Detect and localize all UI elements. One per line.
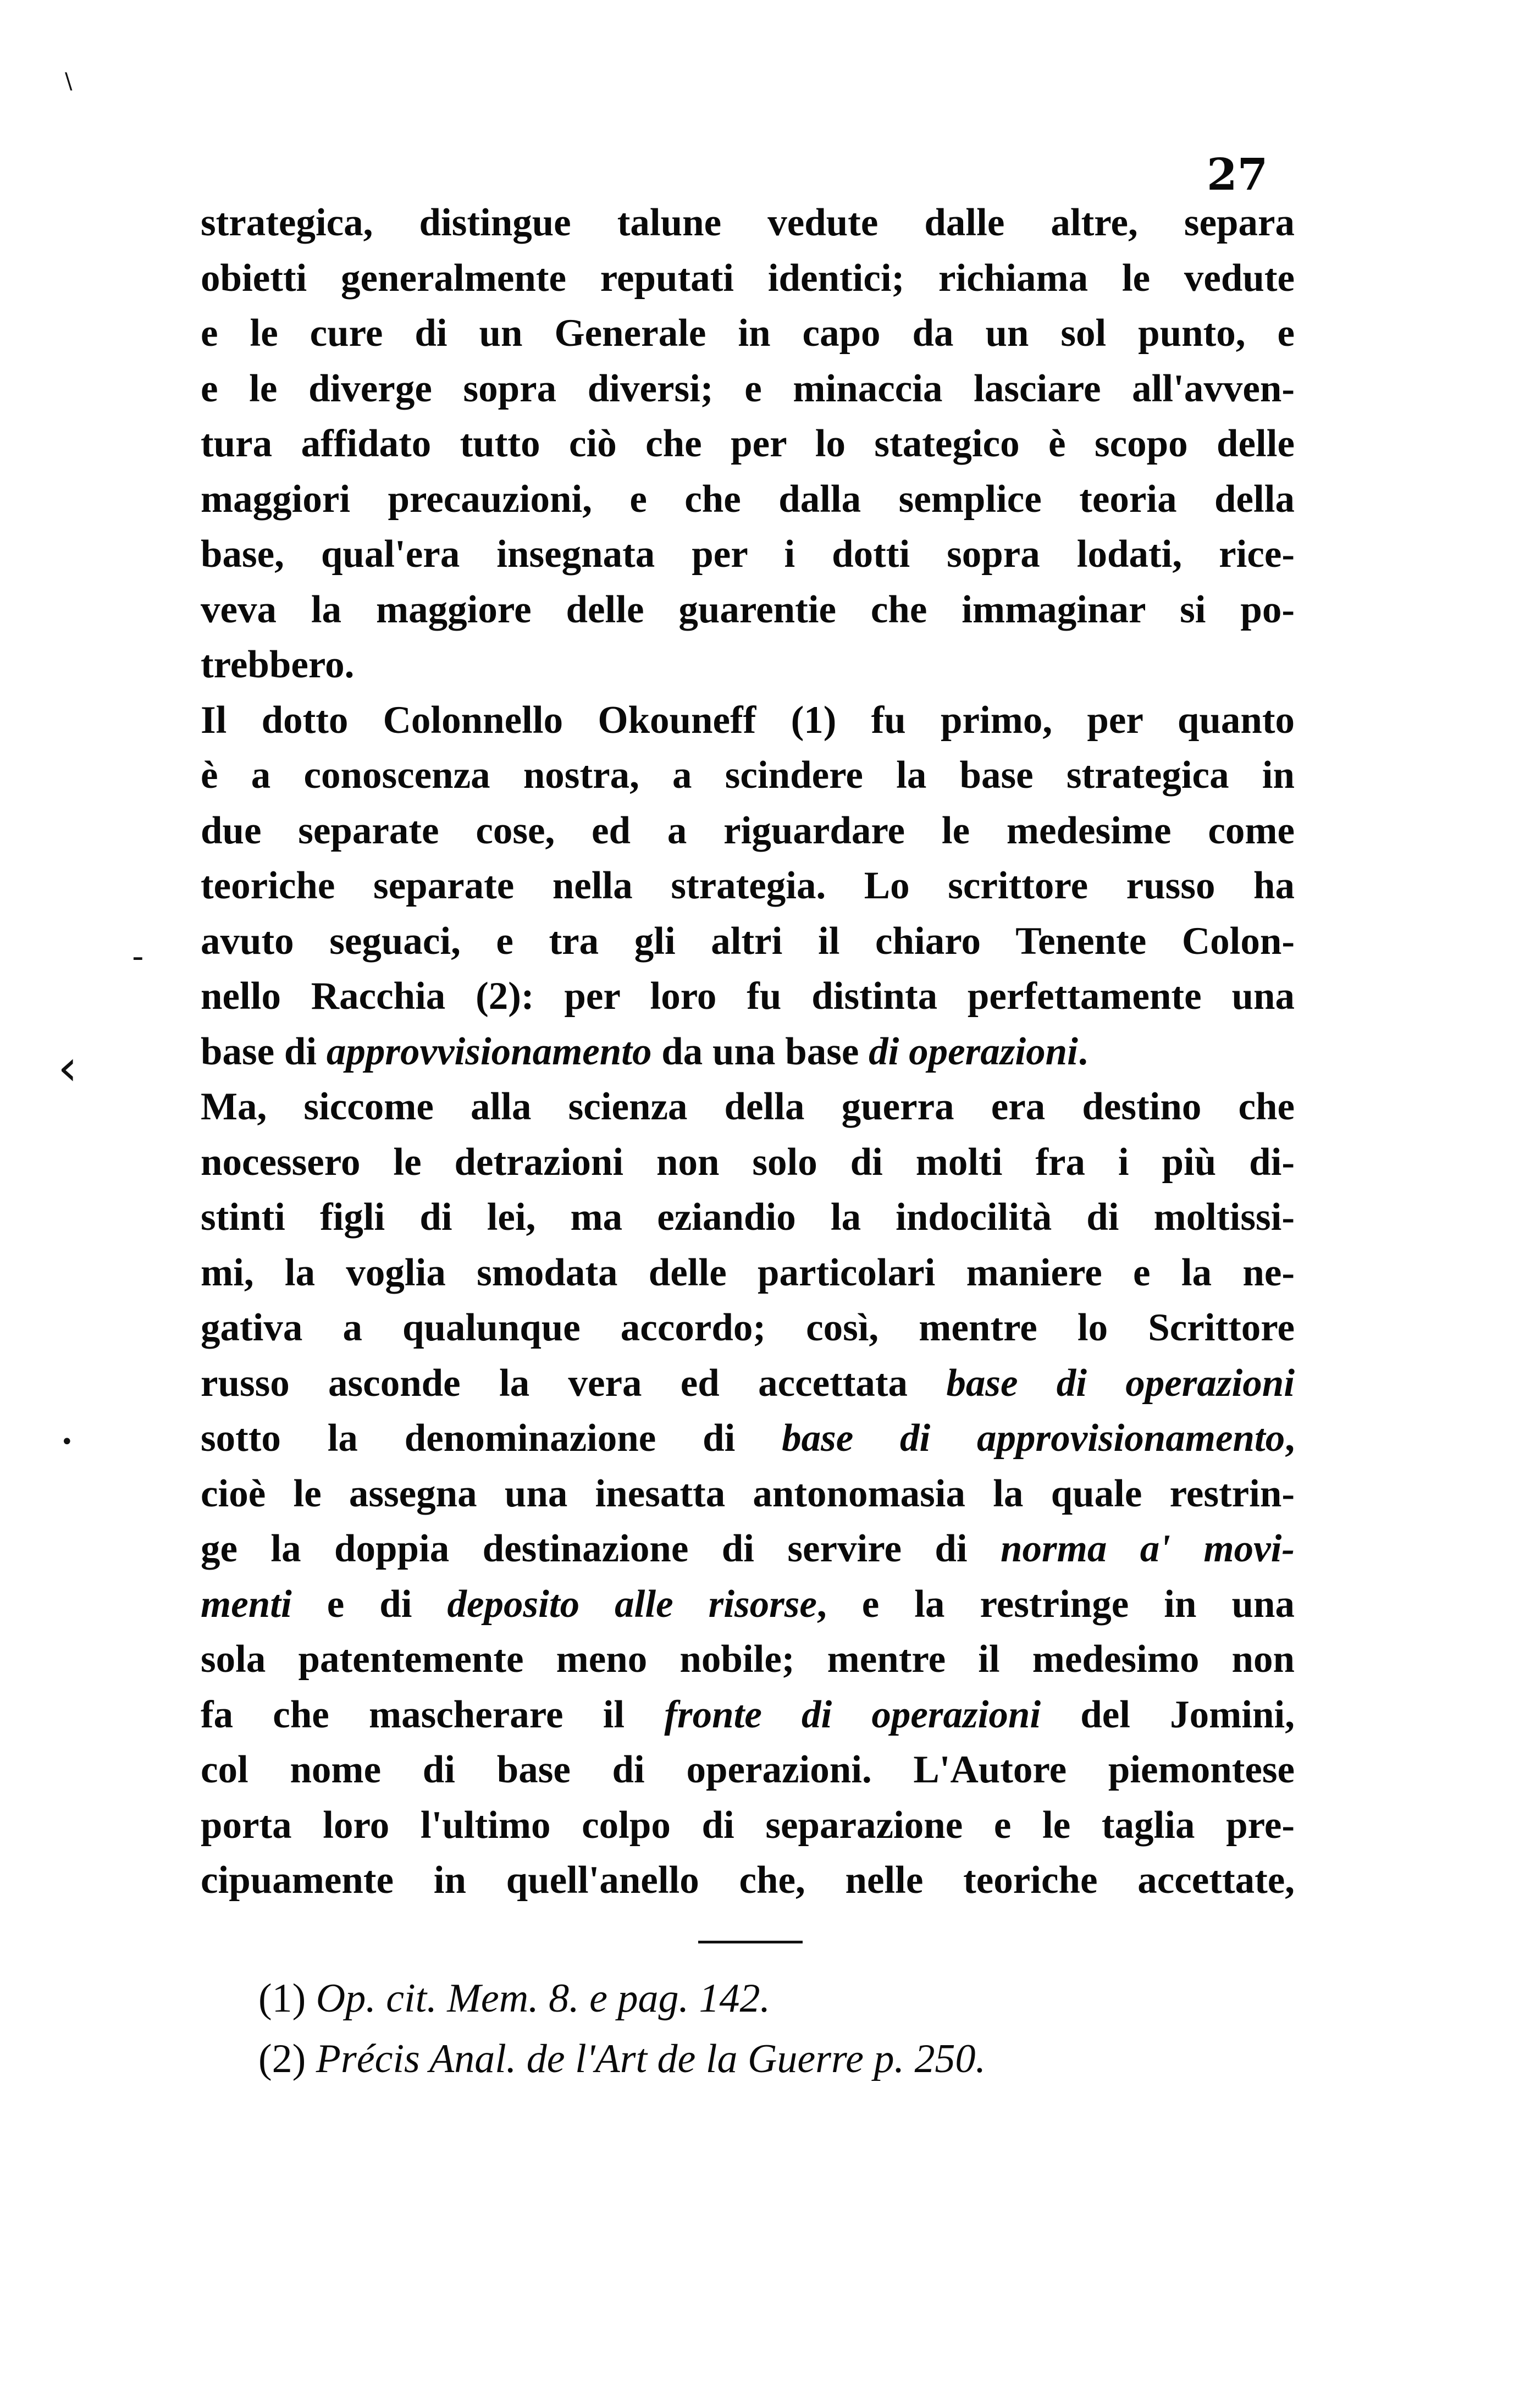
text-line [201,1411,1295,1466]
text-line [201,306,1295,361]
italic-term: base di operazioni [946,1361,1295,1405]
text-line [201,416,1295,472]
text-segment: gativa a qualunque accordo; così, mentre lo Scrittore [201,1306,1295,1349]
text-segment: tura affidato tutto ciò che per lo stategico è scopo delle [201,422,1295,465]
footnote-separator [698,1941,803,1943]
text-segment: , e la restringe in una [816,1582,1295,1626]
text-line [201,1300,1295,1356]
text-line [201,1687,1295,1743]
text-segment: mi, la voglia smodata delle particolari maniere e la ne- [201,1251,1295,1294]
text-line [201,1245,1295,1301]
italic-term: approvvisionamento [326,1030,652,1073]
scan-dot: • [60,1429,74,1455]
text-segment: strategica, distingue talune vedute dalle altre, separa [201,201,1295,244]
footnote-number: (1) [258,1976,306,2021]
body-text [201,195,1295,1908]
footnote-text: Précis Anal. de l'Art de la Guerre p. 250. [316,2036,986,2081]
text-line [201,527,1295,582]
text-segment: veva la maggiore delle guarentie che immaginar si po- [201,588,1295,631]
footnotes [258,1968,986,2089]
footnote-number: (2) [258,2036,306,2081]
text-line [201,1356,1295,1411]
text-segment: cipuamente in quell'anello che, nelle teoriche accettate, [201,1859,1295,1902]
text-line [201,1466,1295,1522]
text-line [201,1079,1295,1135]
text-line [201,803,1295,859]
text-segment: russo asconde la vera ed accettata [201,1361,947,1405]
text-segment: trebbero. [201,643,355,686]
text-line [201,1190,1295,1245]
text-line [201,1632,1295,1687]
scan-mark-chevron: ‹ [58,1039,78,1097]
text-line [201,1577,1295,1632]
text-segment: due separate cose, ed a riguardare le medesime come [201,809,1295,852]
text-segment: teoriche separate nella strategia. Lo scrittore russo ha [201,864,1295,907]
text-segment: cioè le assegna una inesatta antonomasia la quale restrin- [201,1472,1295,1515]
text-segment: base di [201,1030,327,1073]
footnote-1 [258,1968,986,2029]
text-segment: e le diverge sopra diversi; e minaccia lasciare all'avven- [201,367,1295,410]
text-segment: fa che mascherare il [201,1693,665,1736]
text-segment: sola patentemente meno nobile; mentre il medesimo non [201,1638,1295,1681]
text-segment: nocessero le detrazioni non solo di molti fra i più di- [201,1140,1295,1184]
text-line [201,1742,1295,1798]
text-line [201,251,1295,306]
text-line [201,361,1295,417]
text-segment: e le cure di un Generale in capo da un sol punto, e [201,312,1295,355]
footnote-text: Op. cit. Mem. 8. e pag. 142. [316,1976,770,2021]
text-line [201,1521,1295,1577]
text-line [201,582,1295,638]
italic-term: norma a' movi- [1001,1527,1295,1570]
scan-speck: \ [65,69,73,94]
italic-term: di operazioni [869,1030,1078,1073]
text-segment: , [1285,1417,1295,1460]
text-segment: del Jomini, [1041,1693,1295,1736]
text-line [201,1853,1295,1908]
text-segment: avuto seguaci, e tra gli altri il chiaro Tenente Colon- [201,919,1295,963]
footnote-2 [258,2029,986,2089]
text-segment: e di [291,1582,447,1626]
text-segment: col nome di base di operazioni. L'Autore piemontese [201,1748,1295,1791]
text-line [201,748,1295,803]
text-line [201,195,1295,251]
text-segment: sotto la denominazione di [201,1417,782,1460]
italic-term: fronte di operazioni [664,1693,1041,1736]
scan-dash: - [132,937,144,976]
italic-term: menti [201,1582,292,1626]
text-line [201,858,1295,914]
text-line [201,472,1295,527]
text-line [201,1798,1295,1853]
text-segment: da una base [651,1030,869,1073]
text-segment: obietti generalmente reputati identici; richiama le vedute [201,256,1295,300]
text-segment: base, qual'era insegnata per i dotti sopra lodati, rice- [201,533,1295,576]
italic-term: base di approvisionamento [782,1417,1285,1460]
page-number: 27 [1207,148,1268,200]
text-line [201,1024,1295,1080]
text-segment: porta loro l'ultimo colpo di separazione e le taglia pre- [201,1803,1295,1847]
text-line [201,637,1295,693]
text-line [201,693,1295,748]
text-segment: . [1078,1030,1088,1073]
text-line [201,1135,1295,1190]
italic-term: deposito alle risorse [447,1582,817,1626]
text-segment: è a conoscenza nostra, a scindere la base strategica in [201,754,1295,797]
text-segment: Il dotto Colonnello Okouneff (1) fu primo, per quanto [201,698,1295,742]
text-line [201,914,1295,969]
text-line [201,969,1295,1024]
text-segment: stinti figli di lei, ma eziandio la indocilità di moltissi- [201,1196,1295,1239]
text-segment: maggiori precauzioni, e che dalla semplice teoria della [201,477,1295,521]
text-segment: ge la doppia destinazione di servire di [201,1527,1001,1570]
text-segment: Ma, siccome alla scienza della guerra era destino che [201,1085,1295,1128]
text-segment: nello Racchia (2): per loro fu distinta perfettamente una [201,975,1295,1018]
